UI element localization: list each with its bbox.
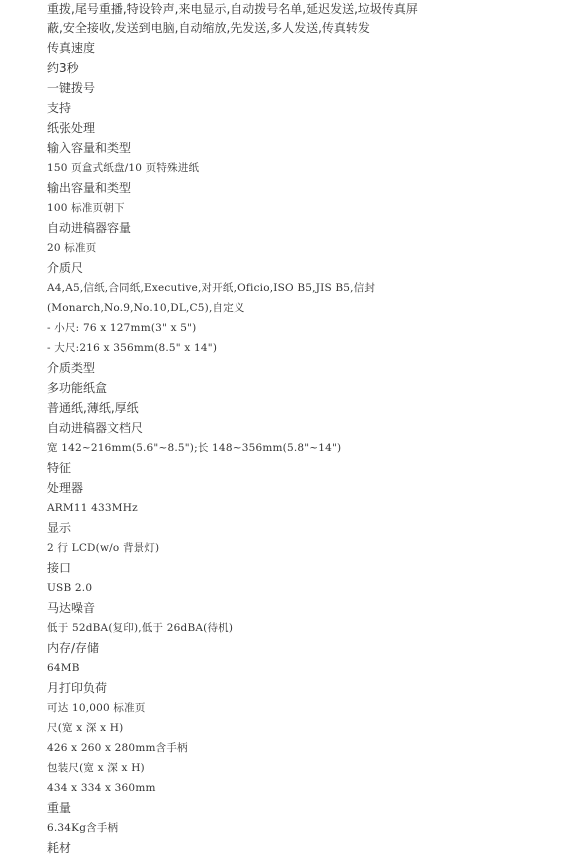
spec-line: - 小尺: 76 x 127mm(3" x 5") (47, 322, 197, 334)
spec-line: 马达噪音 (47, 601, 96, 615)
spec-line: 蔽,安全接收,发送到电脑,自动缩放,先发送,多人发送,传真转发 (47, 21, 370, 35)
spec-line: 普通纸,薄纸,厚纸 (47, 401, 139, 415)
spec-line: 可达 10,000 标准页 (47, 702, 146, 714)
spec-line: 重拨,尾号重播,特设铃声,来电显示,自动拨号名单,延迟发送,垃圾传真屏 (47, 2, 418, 16)
spec-line: 重量 (47, 801, 72, 815)
spec-line: 尺(宽 x 深 x H) (47, 722, 124, 734)
spec-line: 100 标准页朝下 (47, 202, 125, 214)
spec-line: 耗材 (47, 841, 72, 855)
spec-line: 特征 (47, 461, 72, 475)
spec-line: 低于 52dBA(复印),低于 26dBA(待机) (47, 622, 234, 634)
spec-line: 支持 (47, 101, 72, 115)
spec-line: 426 x 260 x 280mm含手柄 (47, 742, 188, 754)
spec-line: 输入容量和类型 (47, 141, 132, 155)
spec-line: ARM11 433MHz (47, 502, 138, 514)
spec-line: A4,A5,信纸,合同纸,Executive,对开纸,Oficio,ISO B5,JIS B5,信封 (47, 282, 376, 294)
spec-line: 介质尺 (47, 261, 84, 275)
spec-line: 434 x 334 x 360mm (47, 782, 156, 794)
spec-line: 一键拨号 (47, 81, 96, 95)
spec-line: 64MB (47, 662, 80, 674)
spec-line: 自动进稿器文档尺 (47, 421, 144, 435)
spec-line: 内存/存储 (47, 641, 100, 655)
spec-line: 输出容量和类型 (47, 181, 132, 195)
spec-line: 包装尺(宽 x 深 x H) (47, 762, 145, 774)
spec-line: 接口 (47, 561, 72, 575)
spec-line: 自动进稿器容量 (47, 221, 132, 235)
spec-line: 传真速度 (47, 41, 96, 55)
spec-line: 宽 142~216mm(5.6"~8.5");长 148~356mm(5.8"~14") (47, 442, 342, 454)
spec-line: 处理器 (47, 481, 84, 495)
spec-line: 纸张处理 (47, 121, 96, 135)
spec-line: 150 页盒式纸盘/10 页特殊进纸 (47, 162, 200, 174)
spec-line: 6.34Kg含手柄 (47, 822, 119, 834)
spec-line: 20 标准页 (47, 242, 97, 254)
spec-line: 月打印负荷 (47, 681, 108, 695)
spec-line: USB 2.0 (47, 582, 93, 594)
spec-line: 多功能纸盒 (47, 381, 108, 395)
spec-document (47, 0, 577, 858)
spec-line: - 大尺:216 x 356mm(8.5" x 14") (47, 342, 218, 354)
spec-line: 约3秒 (47, 61, 79, 75)
spec-line: 显示 (47, 521, 72, 535)
spec-line: 2 行 LCD(w/o 背景灯) (47, 542, 160, 554)
spec-line: (Monarch,No.9,No.10,DL,C5),自定义 (47, 302, 245, 314)
spec-line: 介质类型 (47, 361, 96, 375)
